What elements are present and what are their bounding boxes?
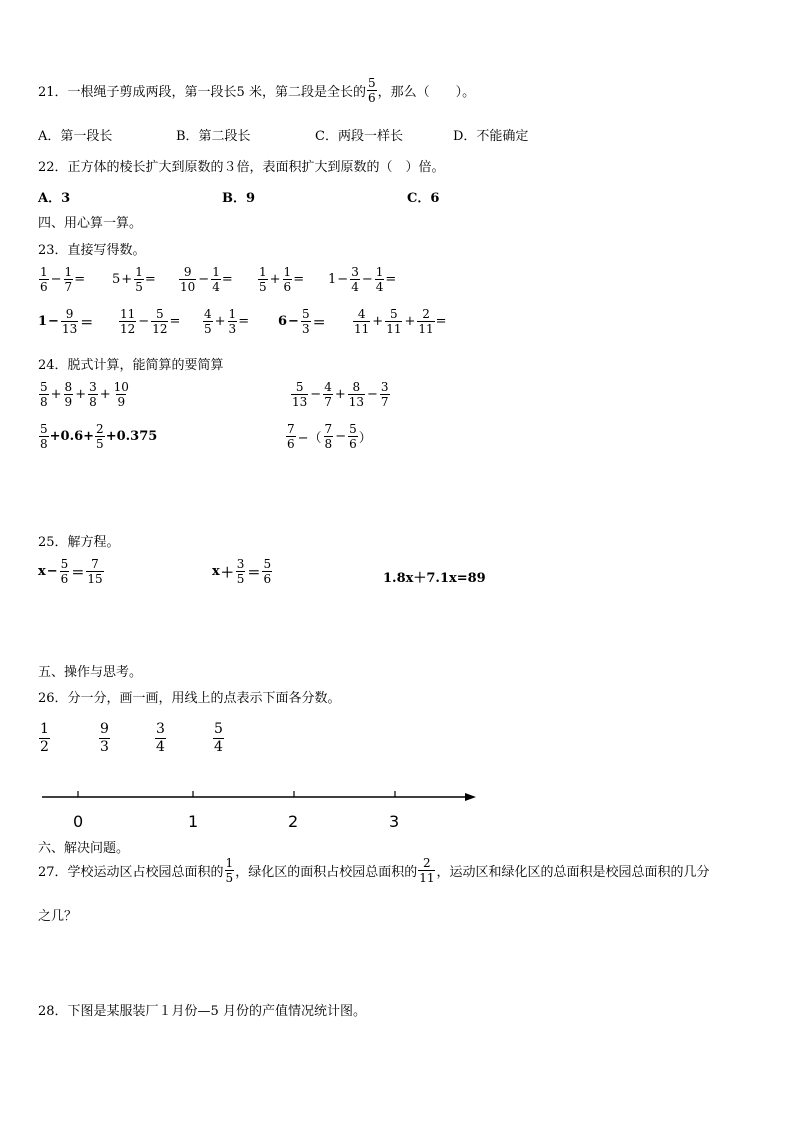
q25-equation-3: 1.8x＋7.1x=89: [383, 571, 486, 586]
number-line-label-3: 3: [389, 812, 400, 831]
fraction: $\frac{9}{13}$: [61, 307, 78, 336]
q23-item-10: $\frac{4}{11}$ + $\frac{5}{11}$ + $\frac{2}{11}$ =: [354, 307, 447, 336]
section-5-title: 五、操作与思考。: [38, 665, 143, 680]
fraction: $\frac{1}{6}$: [40, 265, 48, 294]
fraction: $\frac{9}{3}$: [100, 721, 109, 755]
q23-item-8: $\frac{4}{5}$ + $\frac{1}{3}$ =: [204, 307, 250, 336]
number-line-label-1: 1: [188, 812, 199, 831]
fraction: $\frac{5}{6}$: [263, 557, 272, 586]
fraction: $\frac{2}{11}$: [419, 856, 435, 885]
question-24-title: 24．脱式计算，能简算的要简算: [38, 358, 224, 373]
number-line-label-0: 0: [73, 812, 84, 831]
fraction: $\frac{7}{8}$: [324, 422, 333, 451]
q22-option-c[interactable]: C．6: [407, 191, 440, 206]
q23-item-9: 6 − $\frac{5}{3}$ ＝: [278, 307, 326, 336]
question-25-title: 25．解方程。: [38, 535, 120, 550]
question-28: 28．下图是某服装厂１月份—5 月份的产值情况统计图。: [38, 1004, 366, 1019]
fraction: $\frac{1}{2}$: [40, 721, 49, 755]
fraction: $\frac{1}{5}$: [225, 856, 234, 885]
q24-expr-1: $\frac{5}{8}$ + $\frac{8}{9}$ + $\frac{3}{8}$ + $\frac{10}{9}$: [40, 380, 129, 409]
fraction: $\frac{1}{3}$: [228, 307, 237, 336]
fraction: $\frac{1}{5}$: [259, 265, 267, 294]
question-26-title: 26．分一分，画一画，用线上的点表示下面各分数。: [38, 691, 341, 706]
q22-option-a[interactable]: A．3: [38, 191, 71, 206]
fraction: $\frac{5}{6}$: [349, 422, 357, 451]
fraction: $\frac{5}{3}$: [301, 307, 310, 336]
section-6-title: 六、解决问题。: [38, 841, 130, 856]
fraction: $\frac{4}{5}$: [204, 307, 212, 336]
q25-equation-2: x ＋ $\frac{3}{5}$ ＝ $\frac{5}{6}$: [212, 557, 272, 586]
fraction: $\frac{1}{4}$: [375, 265, 384, 294]
number-line: [0, 785, 794, 809]
fraction: $\frac{5}{12}$: [152, 307, 168, 336]
fraction: $\frac{5}{8}$: [40, 380, 48, 409]
fraction: $\frac{5}{6}$: [367, 76, 376, 105]
fraction: $\frac{10}{9}$: [113, 380, 129, 409]
q23-item-6: 1 − $\frac{9}{13}$ ＝: [38, 307, 94, 336]
fraction: $\frac{3}{5}$: [236, 557, 245, 586]
fraction: $\frac{5}{11}$: [386, 307, 402, 336]
q24-expr-2: $\frac{5}{13}$ − $\frac{4}{7}$ + $\frac{8}{13}$ − $\frac{3}{7}$: [292, 380, 389, 409]
arrow-head-icon: [465, 793, 476, 801]
question-27-continued: 之几？: [38, 909, 78, 924]
fraction: $\frac{1}{5}$: [135, 265, 143, 294]
q22-option-b[interactable]: B．9: [222, 191, 256, 206]
fraction: $\frac{5}{13}$: [292, 380, 308, 409]
fraction: $\frac{2}{11}$: [418, 307, 434, 336]
fraction: $\frac{7}{15}$: [87, 557, 103, 586]
fraction: $\frac{1}{7}$: [64, 265, 73, 294]
q26-fraction-2: [98, 721, 111, 756]
fraction: $\frac{4}{11}$: [354, 307, 370, 336]
q24-expr-4: $\frac{7}{6}$ −（ $\frac{7}{8}$ − $\frac{5}{6}$ ）: [287, 422, 372, 451]
q21-option-c[interactable]: C．两段一样长: [315, 129, 403, 144]
q23-item-3: $\frac{9}{10}$ − $\frac{1}{4}$ =: [180, 265, 233, 294]
fraction: $\frac{3}{7}$: [380, 380, 389, 409]
fraction: $\frac{5}{8}$: [40, 422, 48, 451]
q21-option-d[interactable]: D．不能确定: [453, 129, 529, 144]
fraction: $\frac{3}{8}$: [89, 380, 97, 409]
q23-item-7: $\frac{11}{12}$ − $\frac{5}{12}$ =: [120, 307, 181, 336]
fraction: $\frac{2}{5}$: [96, 422, 104, 451]
q26-fraction-1: [38, 721, 51, 756]
number-line-label-2: 2: [288, 812, 299, 831]
fraction: $\frac{8}{13}$: [348, 380, 365, 409]
fraction: $\frac{5}{4}$: [214, 721, 223, 755]
fraction: $\frac{5}{6}$: [60, 557, 69, 586]
fraction: $\frac{7}{6}$: [287, 422, 295, 451]
fraction: $\frac{4}{7}$: [324, 380, 332, 409]
fraction: $\frac{9}{10}$: [180, 265, 196, 294]
q23-item-1: $\frac{1}{6}$ − $\frac{1}{7}$ =: [40, 265, 86, 294]
q26-fraction-4: [212, 721, 225, 756]
question-21: 21． 一根绳子剪成两段，第一段长5 米，第二段是全长的 $\frac{5}{6}$ ，那么（ ）。: [38, 76, 476, 105]
question-23-title: 23．直接写得数。: [38, 243, 146, 258]
fraction: $\frac{11}{12}$: [120, 307, 136, 336]
q24-expr-3: $\frac{5}{8}$ +0.6+ $\frac{2}{5}$ +0.375: [40, 422, 158, 451]
fraction: $\frac{1}{6}$: [283, 265, 292, 294]
fraction: $\frac{8}{9}$: [64, 380, 73, 409]
q25-equation-1: x − $\frac{5}{6}$ ＝ $\frac{7}{15}$: [38, 557, 103, 586]
fraction: $\frac{3}{4}$: [156, 721, 165, 755]
section-4-title: 四、用心算一算。: [38, 216, 143, 231]
fraction: $\frac{3}{4}$: [351, 265, 359, 294]
q21-option-a[interactable]: A．第一段长: [38, 129, 113, 144]
q26-fraction-3: [154, 721, 167, 756]
q23-item-5: 1 − $\frac{3}{4}$ − $\frac{1}{4}$ =: [328, 265, 397, 294]
fraction: $\frac{1}{4}$: [212, 265, 220, 294]
q23-item-4: $\frac{1}{5}$ + $\frac{1}{6}$ =: [259, 265, 305, 294]
question-27: 27．学校运动区占校园总面积的 $\frac{1}{5}$ ，绿化区的面积占校园总面积的 $\frac{2}{11}$ ，运动区和绿化区的总面积是校园总面积的几分: [38, 856, 710, 885]
q21-option-b[interactable]: B．第二段长: [176, 129, 251, 144]
question-22: 22．正方体的棱长扩大到原数的３倍，表面积扩大到原数的（ ）倍。: [38, 160, 445, 175]
q23-item-2: 5 + $\frac{1}{5}$ =: [112, 265, 156, 294]
